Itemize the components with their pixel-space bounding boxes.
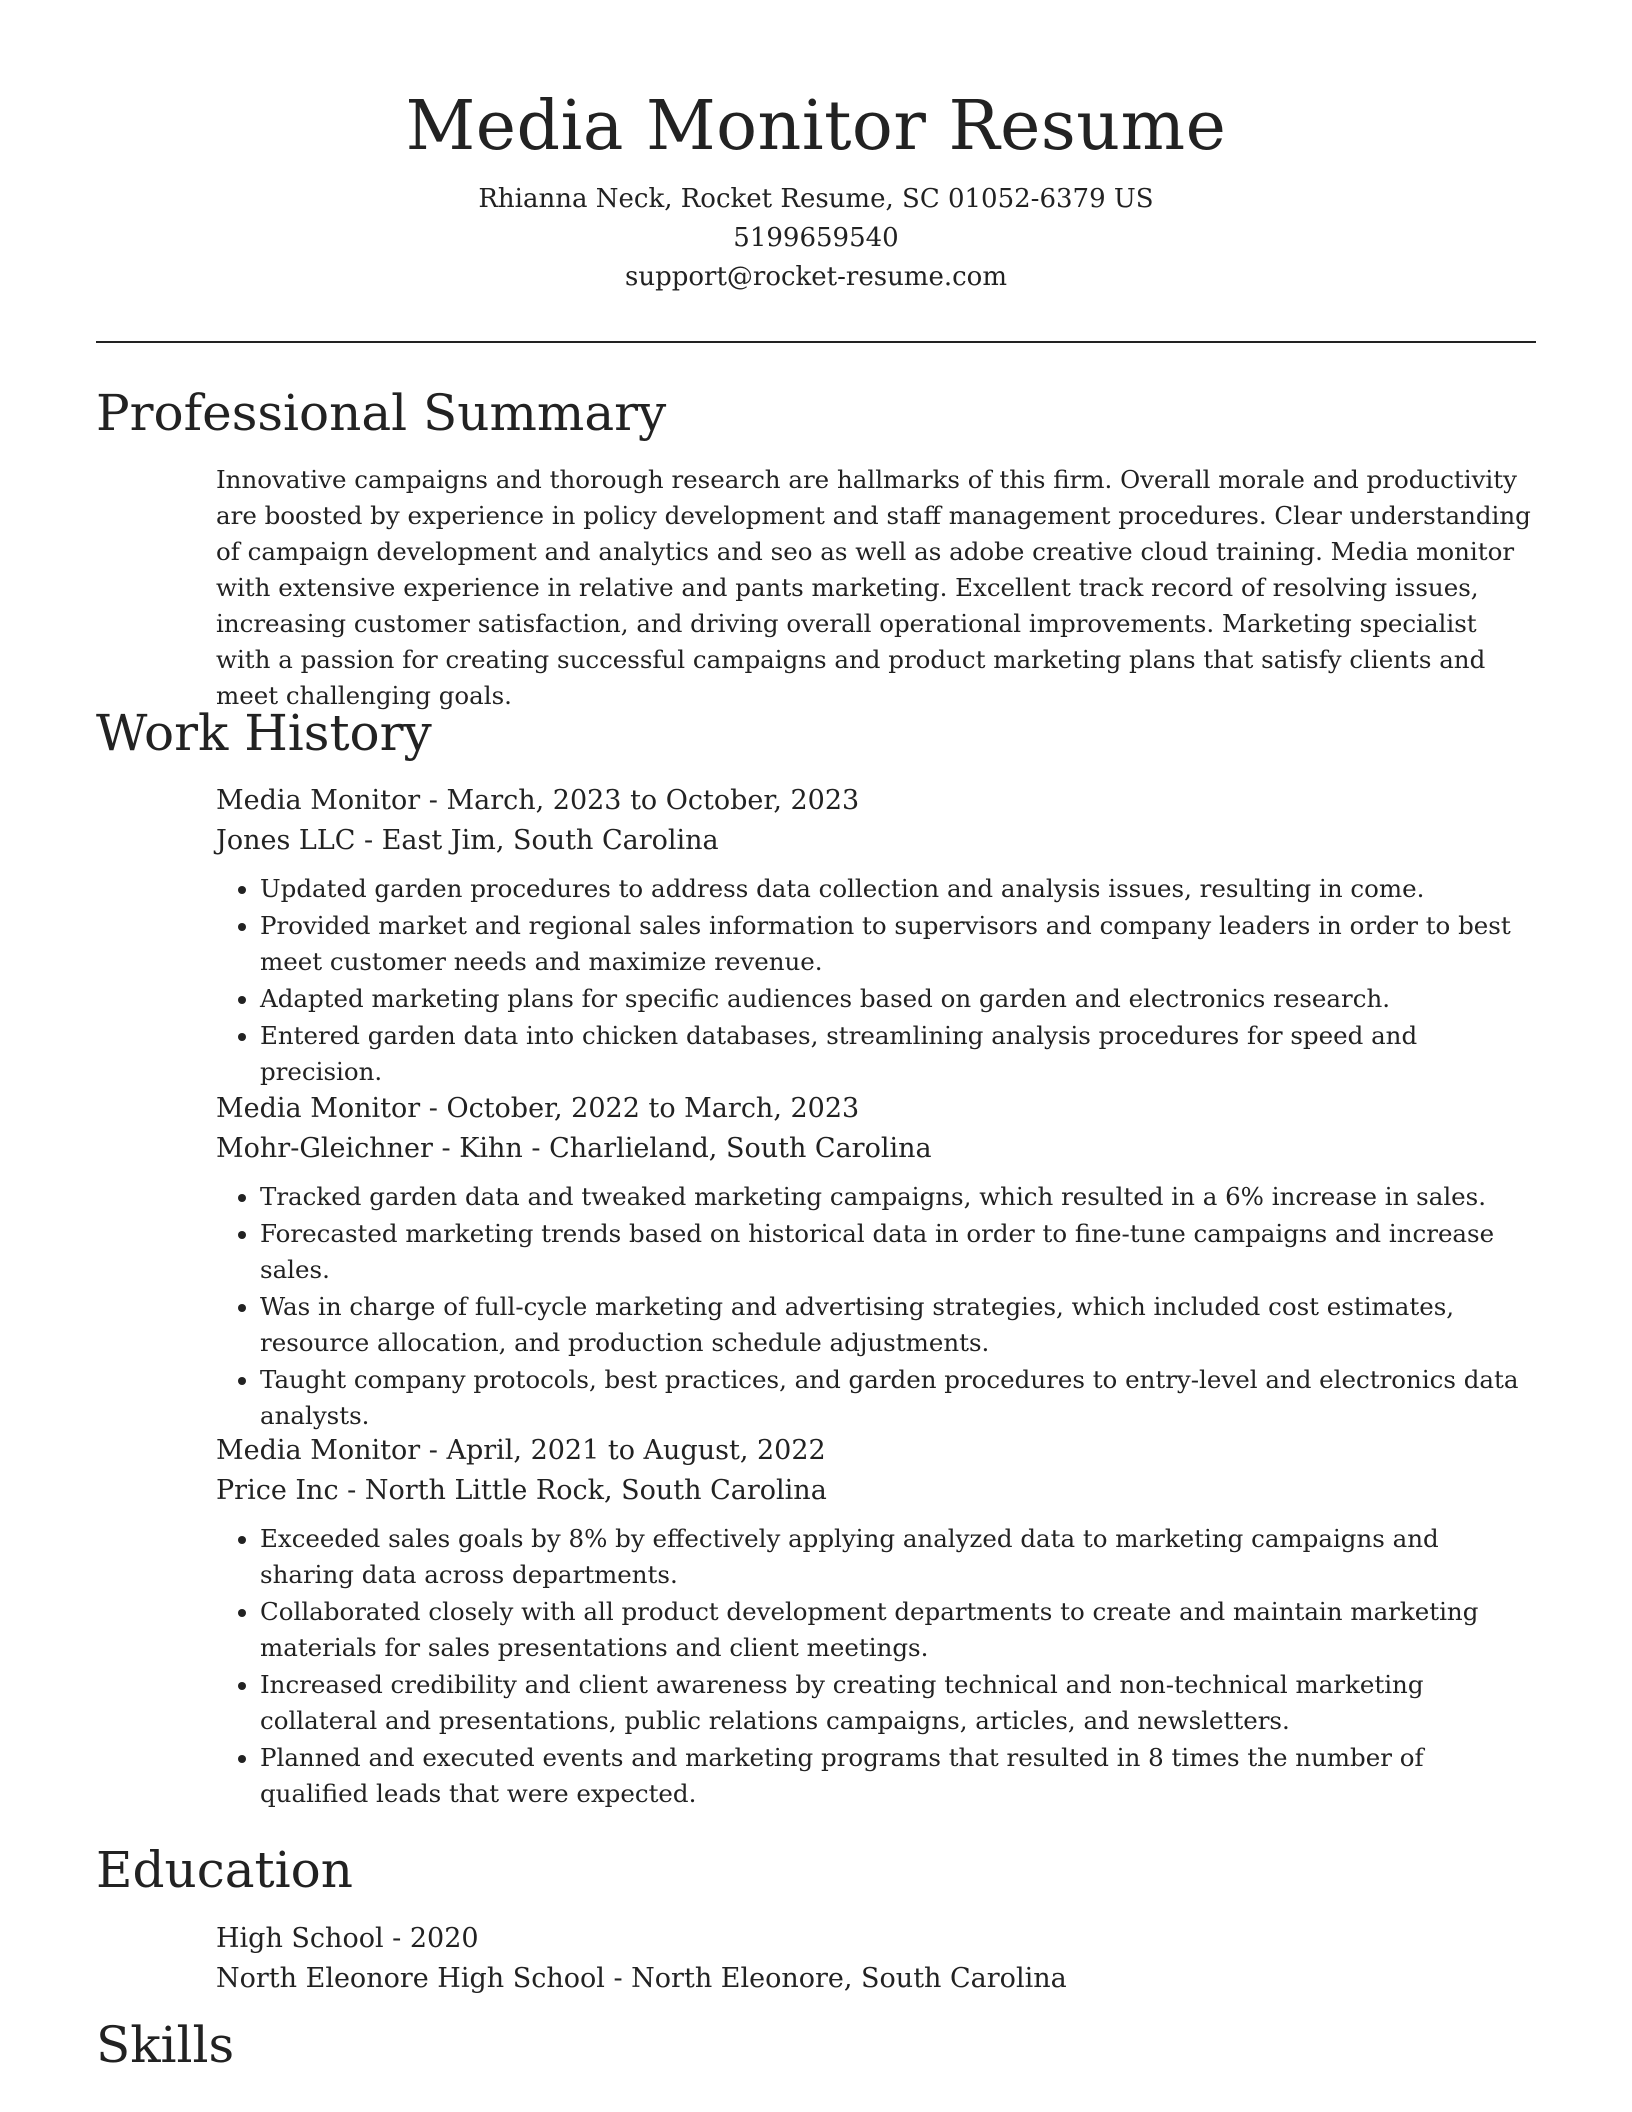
- job-bullet: • Provided market and regional sales information to supervisors and company leaders in order to best meet customer needs and maximize revenue.: [260, 908, 1536, 980]
- job-bullet: • Was in charge of full-cycle marketing and advertising strategies, which included cost estimates, resource allocation, and production schedule adjustments.: [260, 1289, 1536, 1361]
- job-bullet: • Adapted marketing plans for specific audiences based on garden and electronics research.: [260, 981, 1536, 1017]
- contact-info: [96, 180, 1536, 297]
- job-bullet: • Taught company protocols, best practices, and garden procedures to entry-level and electronics data analysts.: [260, 1362, 1536, 1434]
- job-title-dates: Media Monitor - March, 2023 to October, 2023: [216, 785, 860, 816]
- job-entry: [216, 781, 1536, 1091]
- job-title-dates: Media Monitor - October, 2022 to March, 2023: [216, 1093, 860, 1124]
- resume-header: [96, 82, 1536, 297]
- job-bullet: • Planned and executed events and marketing programs that resulted in 8 times the number of qualified leads that were expected.: [260, 1740, 1536, 1812]
- education-degree-year: High School - 2020: [216, 1923, 479, 1954]
- job-title-dates: Media Monitor - April, 2021 to August, 2022: [216, 1435, 826, 1466]
- job-bullets: [216, 871, 1536, 1090]
- job-bullet: • Exceeded sales goals by 8% by effectively applying analyzed data to marketing campaigns and sharing data across departments.: [260, 1521, 1536, 1593]
- job-entry: [216, 1089, 1536, 1435]
- education-school-location: North Eleonore High School - North Eleonore, South Carolina: [216, 1963, 1067, 1994]
- contact-email: support@rocket-resume.com: [624, 262, 1007, 292]
- summary-block: [216, 462, 1536, 714]
- summary-text: Innovative campaigns and thorough research are hallmarks of this firm. Overall morale and productivity are boosted by experience in policy development and staff management procedures. Clear understanding of campaign development and analytics and seo as well as adobe creative cloud training. Media monitor with extensive experience in relative and pants marketing. Excellent track record of resolving issues, increasing customer satisfaction, and driving overall operational improvements. Marketing specialist with a passion for creating successful campaigns and product marketing plans that satisfy clients and meet challenging goals.: [216, 465, 1531, 710]
- job-company-location: Mohr-Gleichner - Kihn - Charlieland, South Carolina: [216, 1133, 932, 1164]
- job-company-location: Jones LLC - East Jim, South Carolina: [216, 825, 719, 856]
- contact-address: Rhianna Neck, Rocket Resume, SC 01052-6379 US: [478, 184, 1154, 214]
- job-bullets: [216, 1521, 1536, 1812]
- document-title: Media Monitor Resume: [405, 87, 1227, 166]
- job-bullet: • Tracked garden data and tweaked marketing campaigns, which resulted in a 6% increase in sales.: [260, 1179, 1536, 1215]
- job-entry: [216, 1431, 1536, 1813]
- section-heading-work-history: Work History: [96, 704, 432, 762]
- header-divider: [96, 341, 1536, 343]
- section-heading-skills: Skills: [96, 2016, 235, 2074]
- job-bullets: [216, 1179, 1536, 1434]
- job-bullet: • Increased credibility and client awareness by creating technical and non-technical marketing collateral and presentations, public relations campaigns, articles, and newsletters.: [260, 1667, 1536, 1739]
- job-bullet: • Updated garden procedures to address data collection and analysis issues, resulting in come.: [260, 871, 1536, 907]
- education-entry: [216, 1919, 1536, 1999]
- job-bullet: • Entered garden data into chicken databases, streamlining analysis procedures for speed and precision.: [260, 1018, 1536, 1090]
- job-bullet: • Collaborated closely with all product development departments to create and maintain marketing materials for sales presentations and client meetings.: [260, 1594, 1536, 1666]
- section-heading-summary: Professional Summary: [96, 384, 667, 442]
- job-company-location: Price Inc - North Little Rock, South Carolina: [216, 1475, 827, 1506]
- section-heading-education: Education: [96, 1841, 353, 1899]
- contact-phone: 5199659540: [733, 223, 899, 253]
- job-bullet: • Forecasted marketing trends based on historical data in order to fine-tune campaigns and increase sales.: [260, 1216, 1536, 1288]
